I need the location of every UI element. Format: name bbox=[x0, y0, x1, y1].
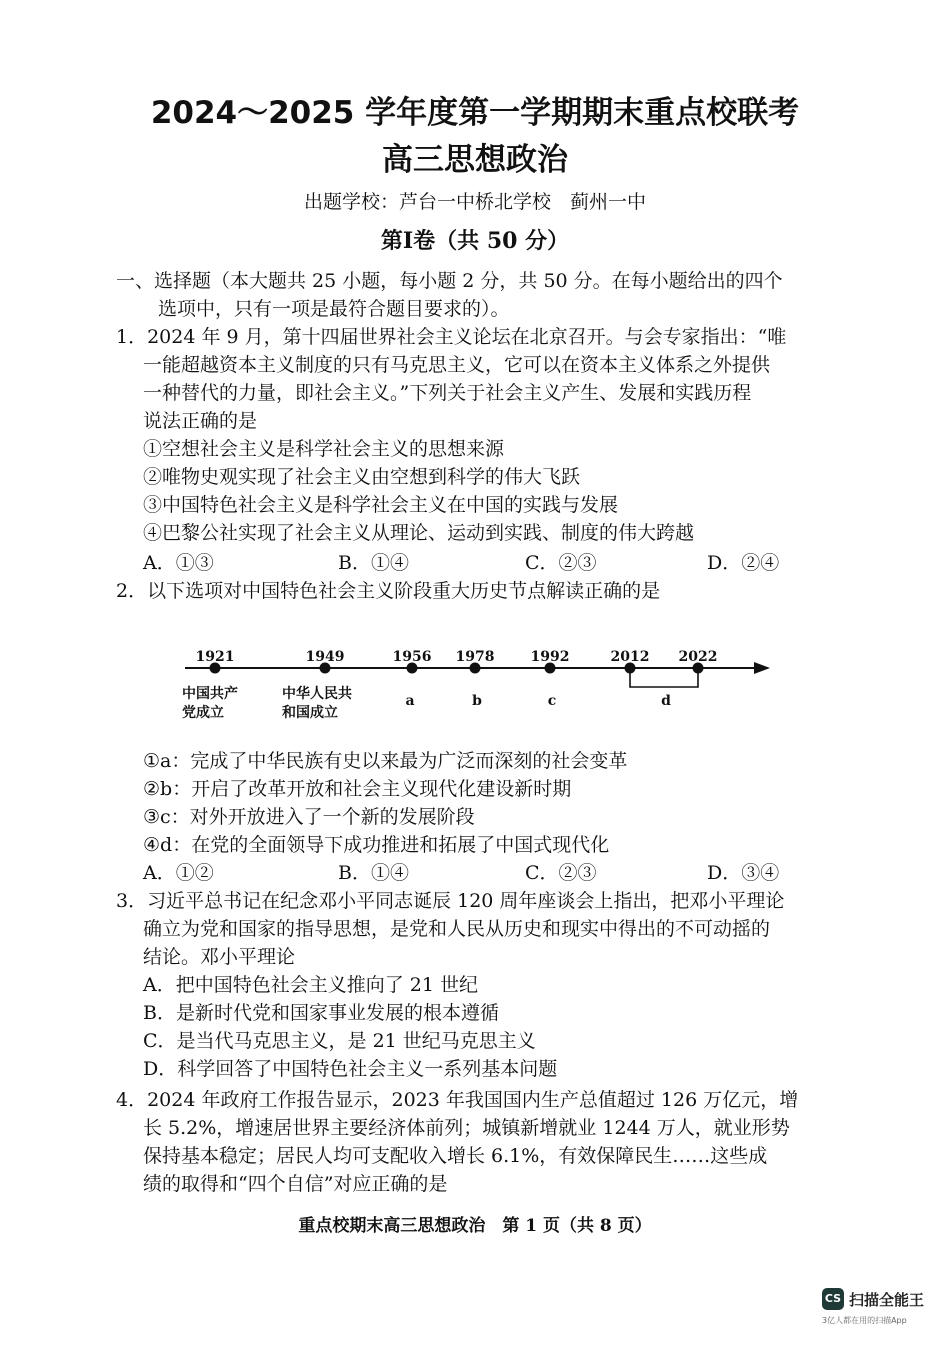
q2-option-c[interactable]: C．②③ bbox=[525, 862, 597, 884]
page-footer: 重点校期末高三思想政治 第 1 页（共 8 页） bbox=[298, 1216, 652, 1236]
scanner-watermark bbox=[822, 1288, 932, 1338]
year-1978: 1978 bbox=[455, 649, 495, 665]
year-1992: 1992 bbox=[530, 649, 570, 665]
year-2012: 2012 bbox=[610, 649, 650, 665]
label-c: c bbox=[547, 693, 557, 709]
q3-option-d[interactable]: D．科学回答了中国特色社会主义一系列基本问题 bbox=[143, 1058, 558, 1080]
q1-item: ④巴黎公社实现了社会主义从理论、运动到实践、制度的伟大跨越 bbox=[143, 522, 695, 544]
q1-item: ③中国特色社会主义是科学社会主义在中国的实践与发展 bbox=[143, 494, 619, 516]
section-heading-line2: 选项中，只有一项是最符合题目要求的）。 bbox=[158, 298, 510, 320]
scanner-name: 扫描全能王 bbox=[849, 1291, 925, 1309]
exam-title: 2024～2025 学年度第一学期期末重点校联考 bbox=[150, 95, 800, 131]
timeline-bracket-d bbox=[630, 668, 698, 687]
q1-stem-line: 一种替代的力量，即社会主义。”下列关于社会主义产生、发展和实践历程 bbox=[143, 382, 752, 404]
q1-item: ②唯物史观实现了社会主义由空想到科学的伟大飞跃 bbox=[143, 466, 581, 488]
year-2022: 2022 bbox=[678, 649, 718, 665]
q3-stem-line: 3．习近平总书记在纪念邓小平同志诞辰 120 周年座谈会上指出，把邓小平理论 bbox=[116, 890, 785, 912]
q2-item: ③c：对外开放进入了一个新的发展阶段 bbox=[143, 806, 475, 828]
q2-option-d[interactable]: D．③④ bbox=[707, 862, 780, 884]
q2-option-a[interactable]: A．①② bbox=[143, 862, 214, 884]
q1-stem-line: 一能超越资本主义制度的只有马克思主义，它可以在资本主义体系之外提供 bbox=[143, 354, 771, 376]
year-1956: 1956 bbox=[392, 649, 432, 665]
label-b: b bbox=[472, 693, 482, 709]
q4-stem-line: 4．2024 年政府工作报告显示，2023 年我国国内生产总值超过 126 万亿元，增 bbox=[116, 1089, 799, 1111]
label-a: a bbox=[405, 693, 415, 709]
q4-stem-line: 绩的取得和“四个自信”对应正确的是 bbox=[143, 1173, 448, 1195]
q1-stem-line: 说法正确的是 bbox=[143, 410, 258, 432]
q1-option-a[interactable]: A．①③ bbox=[143, 552, 214, 574]
label-1949-line2: 和国成立 bbox=[282, 705, 338, 721]
year-1949: 1949 bbox=[305, 649, 345, 665]
q3-option-a[interactable]: A．把中国特色社会主义推向了 21 世纪 bbox=[143, 974, 478, 996]
q1-stem-line: 1．2024 年 9 月，第十四届世界社会主义论坛在北京召开。与会专家指出：“唯 bbox=[116, 326, 787, 348]
q4-stem-line: 保持基本稳定；居民人均可支配收入增长 6.1%，有效保障民生……这些成 bbox=[143, 1145, 768, 1167]
q2-item: ②b：开启了改革开放和社会主义现代化建设新时期 bbox=[143, 778, 572, 800]
q1-option-d[interactable]: D．②④ bbox=[707, 552, 780, 574]
label-1949-line1: 中华人民共 bbox=[282, 686, 352, 702]
exam-schools: 出题学校：芦台一中桥北学校 蓟州一中 bbox=[303, 191, 646, 213]
q1-options bbox=[0, 550, 950, 576]
q2-item: ①a：完成了中华民族有史以来最为广泛而深刻的社会变革 bbox=[143, 750, 628, 772]
label-1921-line2: 党成立 bbox=[182, 705, 224, 721]
exam-subject: 高三思想政治 bbox=[382, 142, 568, 178]
q2-stem: 2．以下选项对中国特色社会主义阶段重大历史节点解读正确的是 bbox=[116, 580, 661, 602]
q2-item: ④d：在党的全面领导下成功推进和拓展了中国式现代化 bbox=[143, 834, 610, 856]
q1-item: ①空想社会主义是科学社会主义的思想来源 bbox=[143, 438, 505, 460]
timeline-arrow bbox=[754, 662, 770, 674]
q2-options bbox=[0, 860, 950, 886]
q2-timeline bbox=[170, 636, 790, 726]
q4-stem-line: 长 5.2%，增速居世界主要经济体前列；城镇新增就业 1244 万人，就业形势 bbox=[143, 1117, 790, 1139]
q1-option-b[interactable]: B．①④ bbox=[338, 552, 409, 574]
label-d: d bbox=[661, 693, 671, 709]
q3-option-b[interactable]: B．是新时代党和国家事业发展的根本遵循 bbox=[143, 1002, 499, 1024]
scanner-tagline: 3亿人都在用的扫描App bbox=[822, 1316, 907, 1325]
scanner-logo-icon: CS bbox=[822, 1288, 844, 1310]
year-1921: 1921 bbox=[195, 649, 235, 665]
q3-stem-line: 结论。邓小平理论 bbox=[143, 946, 296, 968]
q3-stem-line: 确立为党和国家的指导思想，是党和人民从历史和现实中得出的不可动摇的 bbox=[143, 918, 771, 940]
label-1921-line1: 中国共产 bbox=[182, 686, 238, 702]
section-heading-line1: 一、选择题（本大题共 25 小题，每小题 2 分，共 50 分。在每小题给出的四个 bbox=[116, 270, 783, 292]
q1-option-c[interactable]: C．②③ bbox=[525, 552, 597, 574]
volume-heading: 第Ⅰ卷（共 50 分） bbox=[380, 228, 570, 254]
q3-option-c[interactable]: C．是当代马克思主义，是 21 世纪马克思主义 bbox=[143, 1030, 536, 1052]
q2-option-b[interactable]: B．①④ bbox=[338, 862, 409, 884]
